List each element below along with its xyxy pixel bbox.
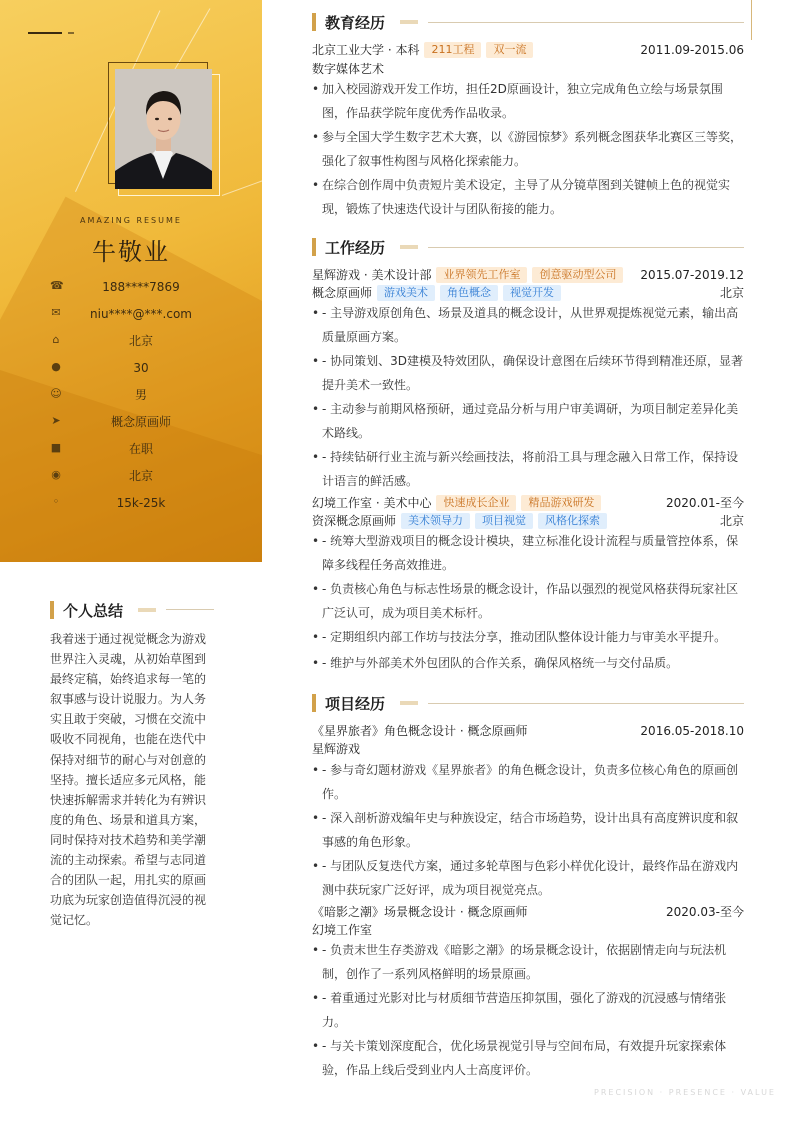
info-location — [0, 466, 262, 486]
position-value: 概念原画师 — [110, 415, 171, 429]
list-item: • 在综合创作周中负责短片美术设定，主导了从分镜草图到关键帧上色的视觉实现，锻炼了快速迭代设计与团队衔接的能力。 — [312, 173, 744, 221]
project-period: 2020.03-至今 — [666, 905, 744, 919]
company-name: 星辉游戏 · 美术设计部 — [312, 268, 432, 282]
list-item: • - 负责末世生存类游戏《暗影之潮》的场景概念设计，依据剧情走向与玩法机制，创作了一系列风格鲜明的场景原画。 — [312, 938, 744, 986]
bullet-text: - 负责核心角色与标志性场景的概念设计，作品以强烈的视觉风格获得玩家社区广泛认可，成为项目美术标杆。 — [322, 582, 739, 620]
section-divider — [428, 22, 744, 23]
company-tag: 精品游戏研发 — [521, 495, 601, 511]
section-marker — [50, 601, 54, 619]
role-tag: 美术领导力 — [401, 513, 470, 529]
list-item: • - 持续钻研行业主流与新兴绘画技法，将前沿工具与理念融入日常工作，保持设计语言的鲜活感。 — [312, 445, 744, 493]
gender-value: 男 — [134, 388, 147, 402]
job-period: 2015.07-2019.12 — [640, 268, 744, 282]
bullet-text: - 负责末世生存类游戏《暗影之潮》的场景概念设计，依据剧情走向与玩法机制，创作了一系列风格鲜明的场景原画。 — [322, 943, 727, 981]
project-period: 2016.05-2018.10 — [640, 724, 744, 738]
summary-title: 个人总结 — [63, 602, 124, 620]
list-item: • - 与关卡策划深度配合，优化场景视觉引导与空间布局，有效提升玩家探索体验，作品上线后受到业内人士高度评价。 — [312, 1034, 744, 1082]
bullet-text: - 维护与外部美术外包团队的合作关系，确保风格统一与交付品质。 — [322, 656, 679, 670]
sidebar — [0, 0, 262, 562]
list-item: • - 主动参与前期风格预研，通过竞品分析与用户审美调研，为项目制定差异化美术路线。 — [312, 397, 744, 445]
cake-icon: ● — [51, 360, 61, 373]
job-city: 北京 — [719, 286, 744, 300]
job-header — [312, 266, 744, 284]
project-org-row — [312, 740, 744, 758]
bullet-text: - 主导游戏原创角色、场景及道具的概念设计，从世界观提炼视觉元素，输出高质量原画方案。 — [322, 306, 739, 344]
briefcase-icon: ■ — [50, 441, 62, 454]
info-salary — [0, 493, 262, 513]
section-pill — [400, 20, 418, 24]
bullet-text: - 深入剖析游戏编年史与种族设定，结合市场趋势，设计出具有高度辨识度和叙事感的角色形象。 — [322, 811, 739, 849]
section-marker — [312, 238, 316, 256]
project-header — [312, 722, 744, 740]
list-item: • - 协同策划、3D建模及特效团队，确保设计意图在后续环节得到精准还原，显著提升美术一致性。 — [312, 349, 744, 397]
home-icon: ⌂ — [52, 333, 60, 346]
location-value: 北京 — [128, 469, 153, 483]
info-phone — [0, 277, 262, 297]
email-value: niu****@***.com — [90, 307, 192, 321]
company-tag: 快速成长企业 — [436, 495, 516, 511]
list-item: • - 定期组织内部工作坊与技法分享，推动团队整体设计能力与审美水平提升。 — [312, 625, 744, 649]
role-tag: 项目视觉 — [475, 513, 533, 529]
list-item: • 参与全国大学生数字艺术大赛，以《游园惊梦》系列概念图获华北赛区三等奖，强化了叙事性构图与风格化探索能力。 — [312, 125, 744, 173]
education-major: 数字媒体艺术 — [312, 62, 385, 76]
mail-icon: ✉ — [51, 306, 61, 319]
job-role-row — [312, 284, 744, 302]
section-pill — [138, 608, 156, 612]
school-name: 北京工业大学 · 本科 — [312, 43, 420, 57]
age-value: 30 — [133, 361, 149, 375]
role-tag: 角色概念 — [440, 285, 498, 301]
job-city: 北京 — [719, 514, 744, 528]
bullet-text: - 主动参与前期风格预研，通过竞品分析与用户审美调研，为项目制定差异化美术路线。 — [322, 402, 739, 440]
footer-slogan: PRECISION · PRESENCE · VALUE — [594, 1088, 776, 1097]
list-item: • - 深入剖析游戏编年史与种族设定，结合市场趋势，设计出具有高度辨识度和叙事感的角色形象。 — [312, 806, 744, 854]
section-divider — [166, 609, 214, 610]
bullet-text: 参与全国大学生数字艺术大赛，以《游园惊梦》系列概念图获华北赛区三等奖，强化了叙事性构图与风格化探索能力。 — [322, 130, 743, 168]
job-role: 资深概念原画师 — [312, 514, 397, 528]
corner-decor — [751, 0, 752, 40]
status-value: 在职 — [128, 442, 153, 456]
bullet-text: 在综合创作周中负责短片美术设定，主导了从分镜草图到关键帧上色的视觉实现，锻炼了快速迭代设计与团队衔接的能力。 — [322, 178, 731, 216]
resume-tagline: AMAZING RESUME — [80, 216, 182, 225]
bullet-text: - 着重通过光影对比与材质细节营造压抑氛围，强化了游戏的沉浸感与情绪张力。 — [322, 991, 727, 1029]
school-tag: 双一流 — [486, 42, 533, 58]
info-position — [0, 412, 262, 432]
list-item: • 加入校园游戏开发工作坊，担任2D原画设计，独立完成角色立绘与场景氛围图，作品获学院年度优秀作品收录。 — [312, 77, 744, 125]
job-role: 概念原画师 — [312, 286, 373, 300]
project-org: 星辉游戏 — [312, 742, 361, 756]
section-pill — [400, 245, 418, 249]
list-item: • - 参与奇幻题材游戏《星界旅者》的角色概念设计，负责多位核心角色的原画创作。 — [312, 758, 744, 806]
job-header — [312, 494, 744, 512]
home-value: 北京 — [128, 334, 153, 348]
info-age — [0, 358, 262, 378]
project-header — [312, 903, 744, 921]
list-item: • - 与团队反复迭代方案，通过多轮草图与色彩小样优化设计，最终作品在游戏内测中获玩家广泛好评，成为项目视觉亮点。 — [312, 854, 744, 902]
decor-dash — [28, 32, 62, 34]
list-item: • - 负责核心角色与标志性场景的概念设计，作品以强烈的视觉风格获得玩家社区广泛认可，成为项目美术标杆。 — [312, 577, 744, 625]
decor-line — [222, 175, 262, 196]
bullet-text: - 与关卡策划深度配合，优化场景视觉引导与空间布局，有效提升玩家探索体验，作品上线后受到业内人士高度评价。 — [322, 1039, 727, 1077]
list-item: • - 着重通过光影对比与材质细节营造压抑氛围，强化了游戏的沉浸感与情绪张力。 — [312, 986, 744, 1034]
gender-icon: ☺ — [50, 387, 62, 400]
salary-icon: ◦ — [52, 495, 60, 508]
summary-text: 我着迷于通过视觉概念为游戏世界注入灵魂，从初始草图到最终定稿，始终追求每一笔的叙事感与设计说服力。为人务实且敢于突破，习惯在交流中吸收不同视角，也能在迭代中保持对细节的耐心与对创意的坚持。擅长适应多元风格，能快速拆解需求并转化为有辨识度的角色、场景和道具方案，同时保持对技术趋势和美学潮流的主动探索。希望与志同道合的团队一起，用扎实的原画功底为玩家创造值得沉浸的视觉记忆。 — [50, 632, 207, 928]
education-period: 2011.09-2015.06 — [640, 43, 744, 57]
project-name: 《暗影之潮》场景概念设计 · 概念原画师 — [312, 905, 528, 919]
bullet-text: - 参与奇幻题材游戏《星界旅者》的角色概念设计，负责多位核心角色的原画创作。 — [322, 763, 739, 801]
info-status — [0, 439, 262, 459]
role-tag: 视觉开发 — [503, 285, 561, 301]
info-gender — [0, 385, 262, 405]
work-title: 工作经历 — [325, 239, 386, 257]
bullet-text: - 定期组织内部工作坊与技法分享，推动团队整体设计能力与审美水平提升。 — [322, 630, 727, 644]
list-item: • - 主导游戏原创角色、场景及道具的概念设计，从世界观提炼视觉元素，输出高质量原画方案。 — [312, 301, 744, 349]
location-icon: ◉ — [51, 468, 61, 481]
list-item: • - 维护与外部美术外包团队的合作关系，确保风格统一与交付品质。 — [312, 651, 744, 675]
list-item: • - 统筹大型游戏项目的概念设计模块，建立标准化设计流程与质量管控体系，保障多线程任务高效推进。 — [312, 529, 744, 577]
company-name: 幻境工作室 · 美术中心 — [312, 496, 432, 510]
section-marker — [312, 13, 316, 31]
project-org-row — [312, 921, 744, 939]
education-title: 教育经历 — [325, 14, 386, 32]
info-email — [0, 304, 262, 324]
bullet-text: 加入校园游戏开发工作坊，担任2D原画设计，独立完成角色立绘与场景氛围图，作品获学院年度优秀作品收录。 — [322, 82, 723, 120]
salary-value: 15k-25k — [116, 496, 166, 510]
company-tag: 业界领先工作室 — [436, 267, 527, 283]
school-tag: 211工程 — [424, 42, 481, 58]
role-tag: 游戏美术 — [377, 285, 435, 301]
decor-dash — [68, 32, 74, 34]
section-divider — [428, 703, 744, 704]
education-header — [312, 41, 744, 59]
job-role-row — [312, 512, 744, 530]
section-pill — [400, 701, 418, 705]
avatar — [115, 69, 212, 189]
section-marker — [312, 694, 316, 712]
send-icon: ➤ — [51, 414, 61, 427]
project-org: 幻境工作室 — [312, 923, 373, 937]
candidate-name: 牛敬业 — [92, 238, 170, 266]
bullet-text: - 协同策划、3D建模及特效团队，确保设计意图在后续环节得到精准还原，显著提升美术一致性。 — [322, 354, 744, 392]
bullet-text: - 与团队反复迭代方案，通过多轮草图与色彩小样优化设计，最终作品在游戏内测中获玩家广泛好评，成为项目视觉亮点。 — [322, 859, 739, 897]
company-tag: 创意驱动型公司 — [532, 267, 623, 283]
project-name: 《星界旅者》角色概念设计 · 概念原画师 — [312, 724, 528, 738]
phone-value: 188****7869 — [102, 280, 180, 294]
info-home — [0, 331, 262, 351]
phone-icon: ☎ — [50, 279, 64, 292]
bullet-text: - 持续钻研行业主流与新兴绘画技法，将前沿工具与理念融入日常工作，保持设计语言的鲜活感。 — [322, 450, 739, 488]
job-period: 2020.01-至今 — [666, 496, 744, 510]
section-divider — [428, 247, 744, 248]
education-major-row — [312, 60, 744, 78]
bullet-text: - 统筹大型游戏项目的概念设计模块，建立标准化设计流程与质量管控体系，保障多线程任务高效推进。 — [322, 534, 739, 572]
role-tag: 风格化探索 — [538, 513, 607, 529]
projects-title: 项目经历 — [325, 695, 386, 713]
